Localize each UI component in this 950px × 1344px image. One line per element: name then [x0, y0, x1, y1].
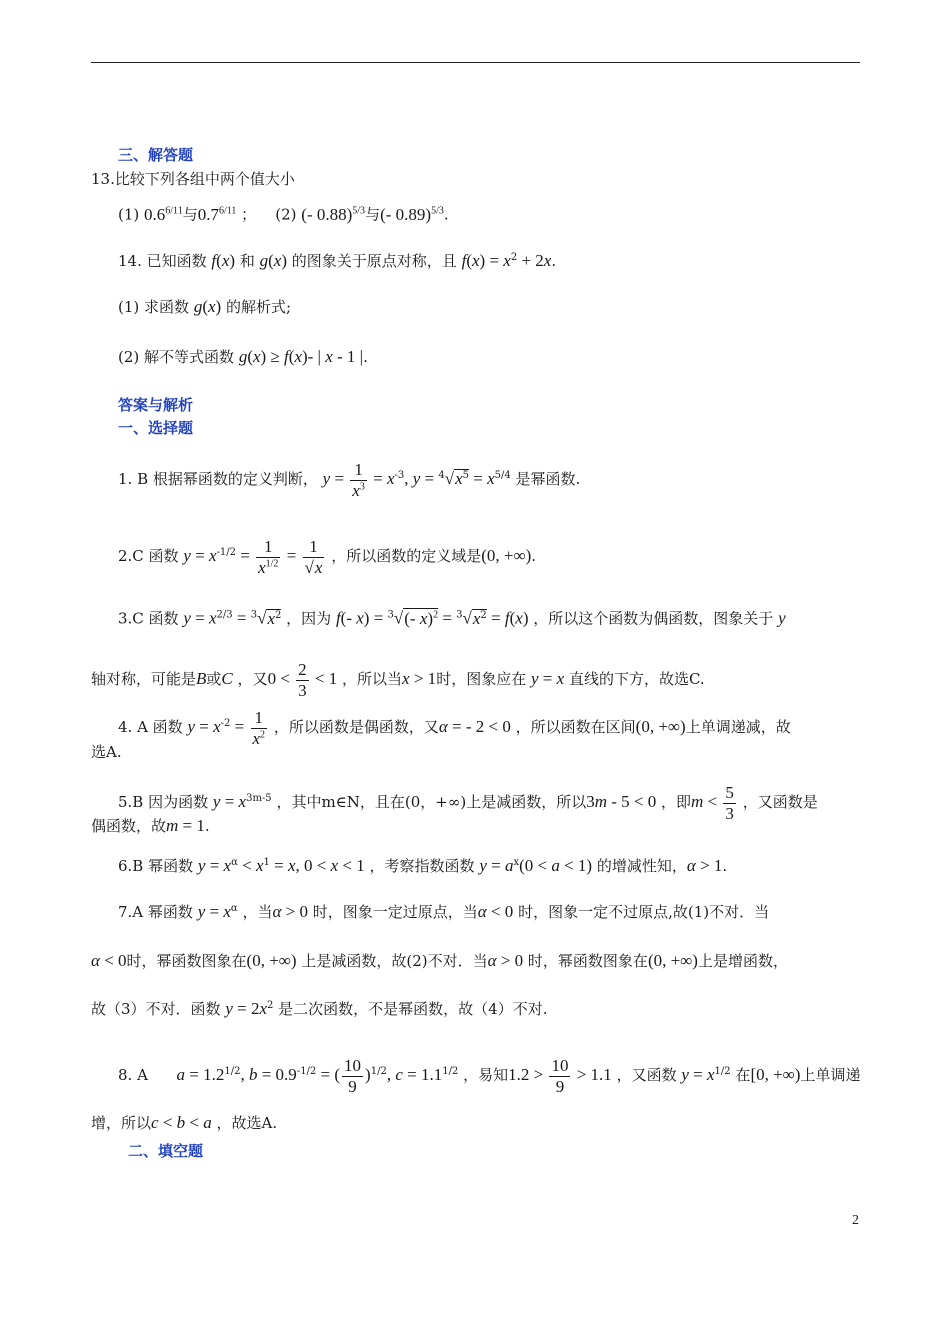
header-rule: [91, 62, 860, 63]
section-3-heading: 三、解答题: [118, 146, 194, 164]
q14-text: 14. 已知函数 f(x) 和 g(x) 的图象关于原点对称，且 $f(x) = x^2 + 2x$.: [118, 251, 557, 270]
answer-8-line1: 8. A $a = 1.2^{1/2}$, $b = 0.9^{-1/2}$ = ( $\frac{10}{9}$ )$^{1/2}$, $c = 1.1^{1/2}$ ，易知1.2 > $\frac{10}{9}$ > 1.1 ，又函数 $y = x^{1/2}$ 在[0, +∞)上单调递: [118, 1056, 861, 1096]
section-2-heading: 二、填空题: [128, 1142, 204, 1160]
answer-5-line2: 偶函数，故m = 1.: [91, 816, 210, 835]
answer-7-line1: 7.A 幂函数 $y = x^\alpha$ ，当α > 0 时，图象一定过原点，当α < 0 时，图象一定不过原点,故(1)不对．当: [118, 902, 770, 921]
q14-part2: (2) 解不等式函数 g(x) ≥ f(x)- | x - 1 |.: [118, 347, 368, 366]
answer-title: 答案与解析: [118, 396, 194, 414]
section-1-heading: 一、选择题: [118, 419, 194, 437]
answer-1: 1. B 根据幂函数的定义判断， y = $\frac{1}{x^3}$ = $x^{-3}$, $y = ^4√x^5 = x^{5/4}$ 是幂函数.: [118, 460, 581, 500]
answer-3-line2: 轴对称，可能是B或C ，又0 < $\frac{2}{3}$ < 1 ，所以当x > 1时，图象应在 y = x 直线的下方，故选C.: [91, 660, 705, 700]
q13-text: 13.比较下列各组中两个值大小: [91, 170, 295, 188]
answer-2: 2.C 函数 $y = x^{-1/2}$ = $\frac{1}{x^{1/2}}$ = $\frac{1}{√x}$ ，所以函数的定义域是(0, +∞).: [118, 537, 537, 577]
answer-7-line2: α < 0时，幂函数图象在(0, +∞) 上是减函数，故(2)不对．当α > 0 时，幂函数图象在(0, +∞)上是增函数，: [91, 951, 788, 970]
answer-5-line1: 5.B 因为函数 $y = x^{3m-5}$ ，其中m∈N，且在(0，+∞)上是减函数，所以3m - 5 < 0 ，即m < $\frac{5}{3}$ ，又函数是: [118, 783, 818, 823]
answer-3-line1: 3.C 函数 $y = x^{2/3} = ^3√x^2$ ，因为 f(- x) = $^3$√(- $x)^2 = ^3√x^2 = f(x)$ ，所以这个函数为偶函数，图象关于 y: [118, 608, 786, 628]
page-number: 2: [852, 1213, 859, 1228]
q14-part1: (1) 求函数 g(x) 的解析式;: [118, 297, 292, 316]
answer-4-line1: 4. A 函数 $y = x^{-2}$ = $\frac{1}{x^2}$ ，所以函数是偶函数，又α = - 2 < 0 ，所以函数在区间(0, +∞)上单调递减，故: [118, 708, 791, 748]
answer-7-line3: 故（3）不对．函数 $y = 2x^2$ 是二次函数，不是幂函数，故（4）不对.: [91, 999, 548, 1018]
q13-parts: (1) $0.6^{6/11}$与$0.7^{6/11}$ ； (2) (- 0.88)$^{5/3}$与(- 0.89)$^{5/3}$.: [118, 204, 449, 224]
answer-6: 6.B 幂函数 $y = x^\alpha < x^1 = x$, 0 < x < 1 ，考察指数函数 $y = a^x(0 < a < 1)$ 的增减性知，α > 1.: [118, 856, 728, 875]
answer-8-line2: 增，所以c < b < a ，故选A.: [91, 1113, 278, 1132]
answer-4-line2: 选A.: [91, 743, 122, 761]
